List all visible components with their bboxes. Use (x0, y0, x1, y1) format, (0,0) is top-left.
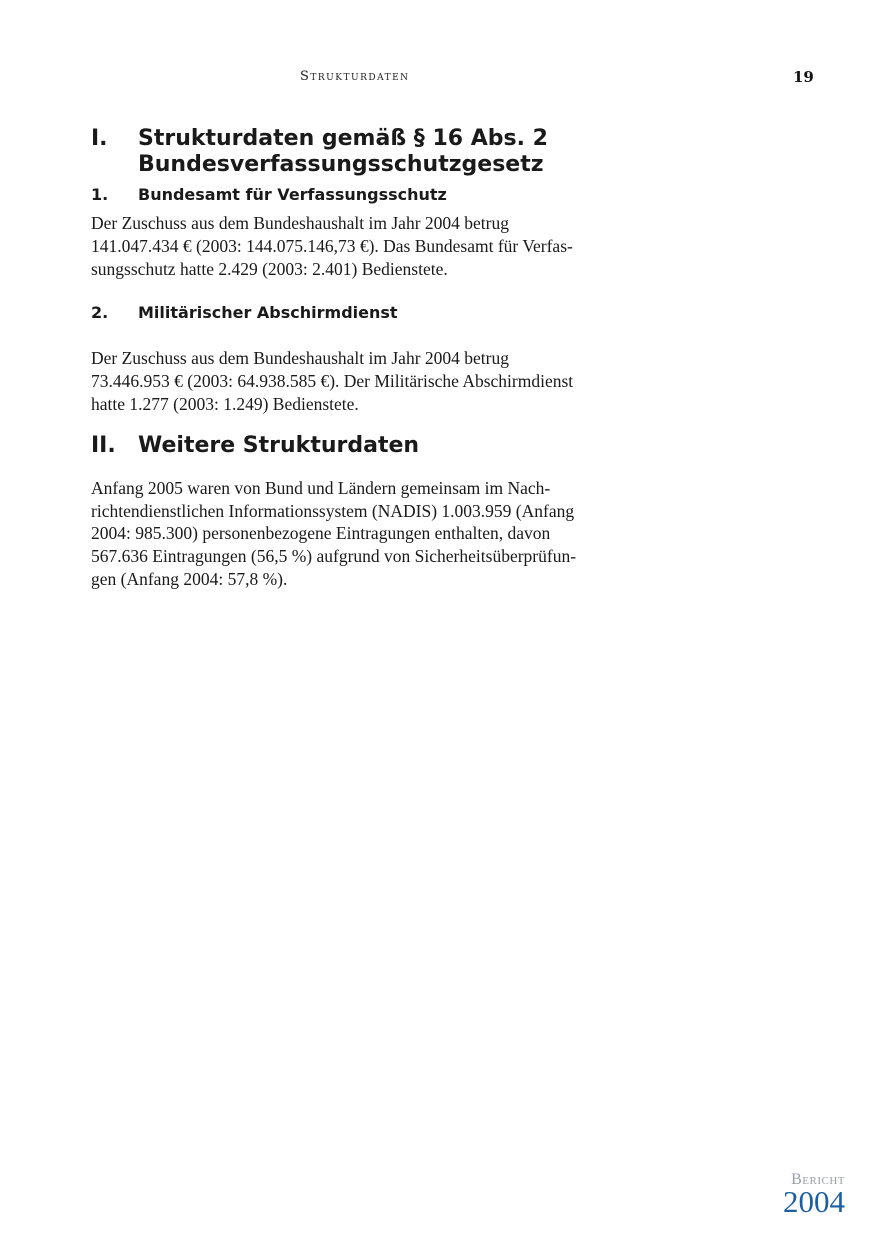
section-title (138, 126, 651, 178)
section-number: I. (91, 126, 108, 151)
running-head: Strukturdaten (300, 69, 410, 84)
paragraph-line: sungsschutz hatte 2.429 (2003: 2.401) Bedienstete. (91, 258, 448, 279)
paragraph-nadis (91, 477, 651, 591)
paragraph-line: gen (Anfang 2004: 57,8 %). (91, 568, 288, 589)
paragraph-line: 141.047.434 € (2003: 144.075.146,73 €). Das Bundesamt für Verfas- (91, 235, 573, 256)
section-title: Weitere Strukturdaten (138, 432, 420, 458)
paragraph-line: 73.446.953 € (2003: 64.938.585 €). Der Militärische Abschirmdienst (91, 371, 574, 392)
subsection-number: 2. (91, 303, 109, 323)
paragraph-line: Der Zuschuss aus dem Bundeshaushalt im Jahr 2004 betrug (91, 348, 509, 369)
paragraph-line: Anfang 2005 waren von Bund und Ländern gemeinsam im Nach- (91, 477, 551, 498)
logo-year: 2004 (783, 1184, 845, 1219)
subsection-heading-2 (91, 303, 651, 323)
logo-word: Bericht (791, 1171, 845, 1188)
report-logo (783, 1171, 845, 1219)
paragraph-line: Der Zuschuss aus dem Bundeshaushalt im Jahr 2004 betrug (91, 213, 509, 233)
section-heading-1 (91, 126, 651, 178)
subsection-title: Militärischer Abschirmdienst (138, 303, 398, 323)
subsection-title: Bundesamt für Verfassungsschutz (138, 185, 447, 204)
paragraph-line: richtendienstlichen Informationssystem (NADIS) 1.003.959 (Anfang (91, 500, 575, 521)
paragraph-bfv (91, 212, 651, 280)
paragraph-line: hatte 1.277 (2003: 1.249) Bedienstete. (91, 393, 359, 414)
subsection-heading-1 (91, 185, 651, 205)
section-number: II. (91, 432, 116, 458)
paragraph-mad (91, 347, 651, 415)
section-heading-2 (91, 433, 651, 459)
subsection-number: 1. (91, 185, 109, 204)
section-title-line-1: Strukturdaten gemäß § 16 Abs. 2 (138, 126, 548, 151)
page-content (91, 126, 651, 591)
paragraph-line: 567.636 Eintragungen (56,5 %) aufgrund von Sicherheitsüberprüfun- (91, 546, 577, 567)
section-title-line-2: Bundesverfassungsschutzgesetz (138, 152, 544, 177)
paragraph-line: 2004: 985.300) personenbezogene Eintragungen enthalten, davon (91, 523, 551, 544)
page-number: 19 (793, 68, 814, 86)
